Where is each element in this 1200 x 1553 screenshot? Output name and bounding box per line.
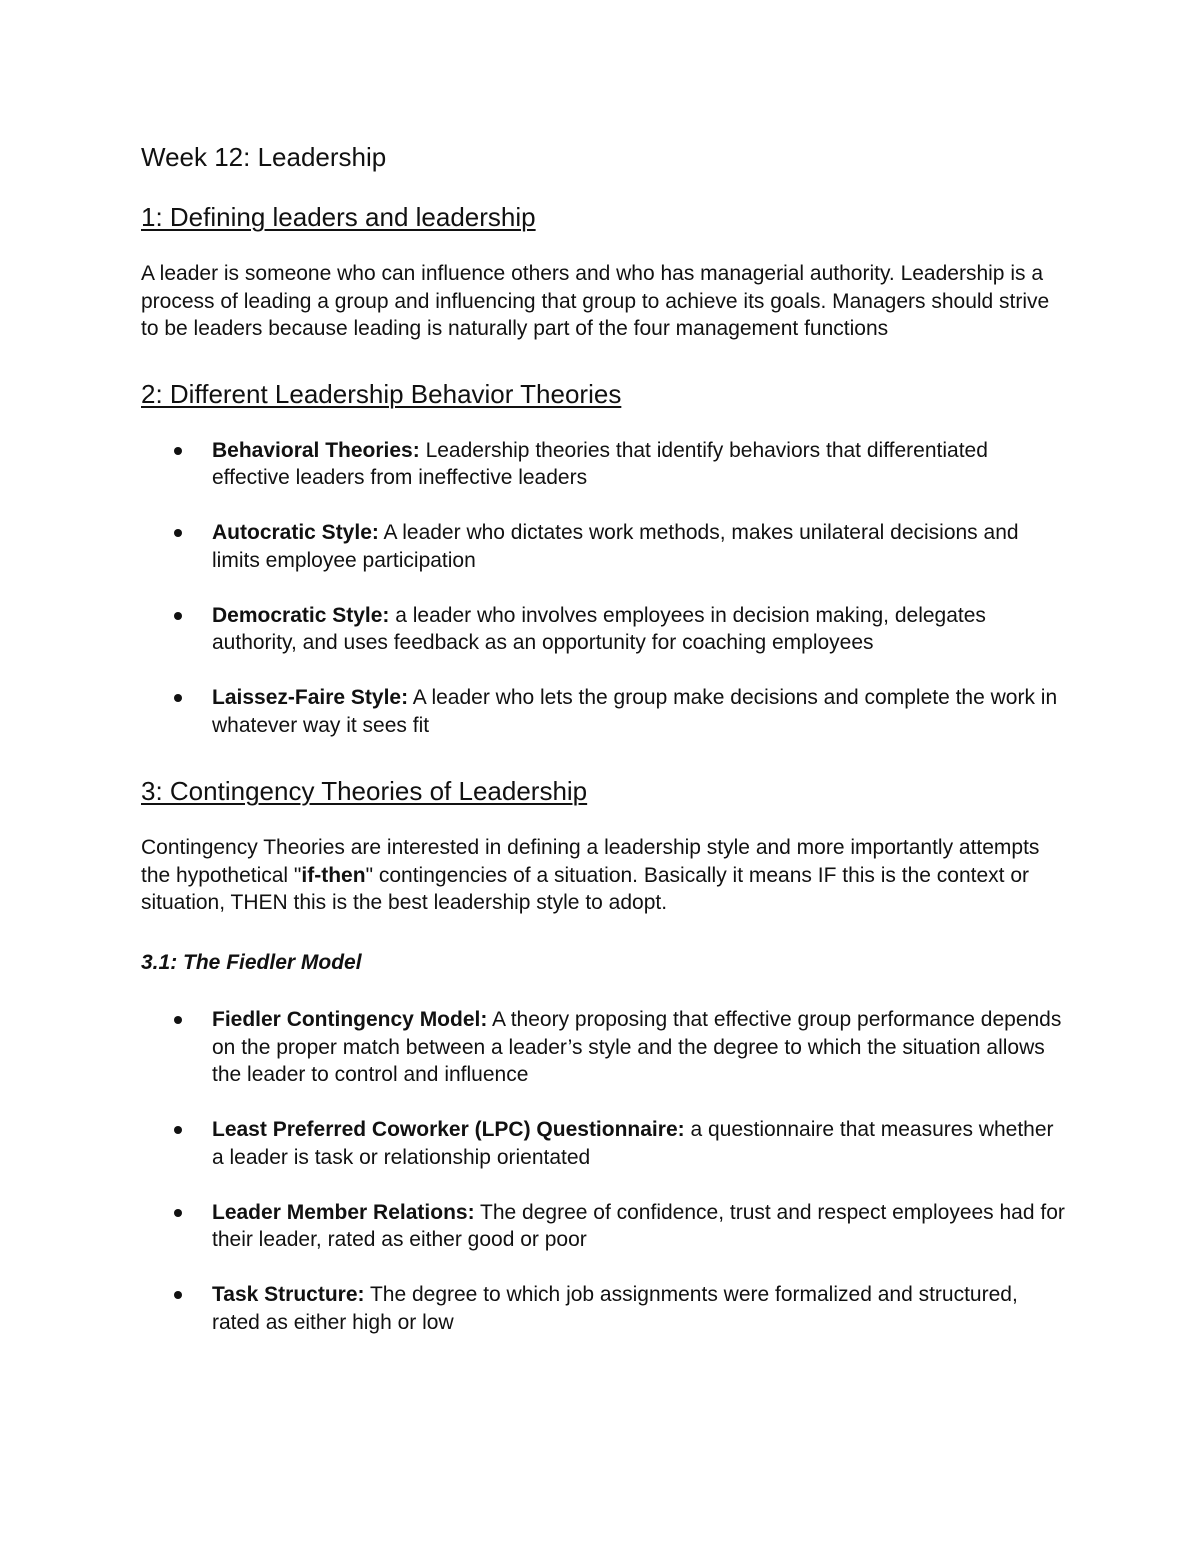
definition-term: Autocratic Style: [212,521,379,544]
bullet-icon [174,1016,182,1024]
section-2-list [141,437,1071,740]
bullet-icon [174,1291,182,1299]
list-item [141,602,1071,657]
definition-text: A leader who lets the group make decisions and complete the work in whatever way it sees fit [212,686,1058,737]
definition-term: Fiedler Contingency Model: [212,1008,488,1031]
definition-text: The degree to which job assignments were formalized and structured, rated as either high or low [212,1283,1018,1334]
list-item [141,1281,1071,1336]
definition-term: Laissez-Faire Style: [212,686,409,709]
subsection-3-1-heading: 3.1: The Fiedler Model [141,950,362,974]
if-then-emphasis: if-then [301,863,366,887]
definition-term: Task Structure: [212,1283,365,1306]
bullet-icon [174,694,182,702]
list-item [141,1006,1071,1089]
section-3-paragraph [141,834,1071,917]
definition-term: Least Preferred Coworker (LPC) Questionnaire: [212,1118,685,1141]
definition-term: Democratic Style: [212,603,390,627]
document-body [141,138,1071,1369]
definition-text: a questionnaire that measures whether a leader is task or relationship orientated [212,1118,1054,1169]
list-item [141,437,1071,492]
document-title: Week 12: Leadership [141,142,387,172]
definition-text: a leader who involves employees in decision making, delegates authority, and uses feedback as an opportunity for coaching employees [212,603,986,654]
subsection-3-1-list [141,1006,1071,1336]
definition-text: A theory proposing that effective group performance depends on the proper match between a leader’s style and the degree to which the situation allows the leader to control and influence [212,1008,1062,1086]
section-2-heading: 2: Different Leadership Behavior Theories [141,378,622,409]
bullet-icon [174,529,182,537]
paragraph-text: " contingencies of a situation. Basically it means IF this is the context or situation, THEN this is the best leadership style to adopt. [141,863,1030,914]
list-item [141,519,1071,574]
bullet-icon [174,1209,182,1217]
definition-text: Leadership theories that identify behaviors that differentiated effective leaders from ineffective leaders [212,438,988,489]
section-3-heading: 3: Contingency Theories of Leadership [141,776,588,806]
definition-term: Leader Member Relations: [212,1200,475,1224]
bullet-icon [174,1126,182,1134]
list-item [141,684,1071,739]
bullet-icon [174,447,182,455]
list-item [141,1199,1071,1254]
paragraph-text: Contingency Theories are interested in defining a leadership style and more importantly attempts the hypothetical " [141,836,1040,887]
section-1-paragraph: A leader is someone who can influence others and who has managerial authority. Leadership is a process of leading a group and influencing that group to achieve its goals. Managers should strive to be leaders because leading is naturally part of the four management functions [141,262,1050,340]
definition-term: Behavioral Theories: [212,438,420,462]
list-item [141,1116,1071,1171]
definition-text: A leader who dictates work methods, makes unilateral decisions and limits employee participation [212,521,1019,572]
section-1-heading: 1: Defining leaders and leadership [141,202,536,232]
definition-text: The degree of confidence, trust and respect employees had for their leader, rated as either good or poor [212,1200,1065,1251]
bullet-icon [174,612,182,620]
